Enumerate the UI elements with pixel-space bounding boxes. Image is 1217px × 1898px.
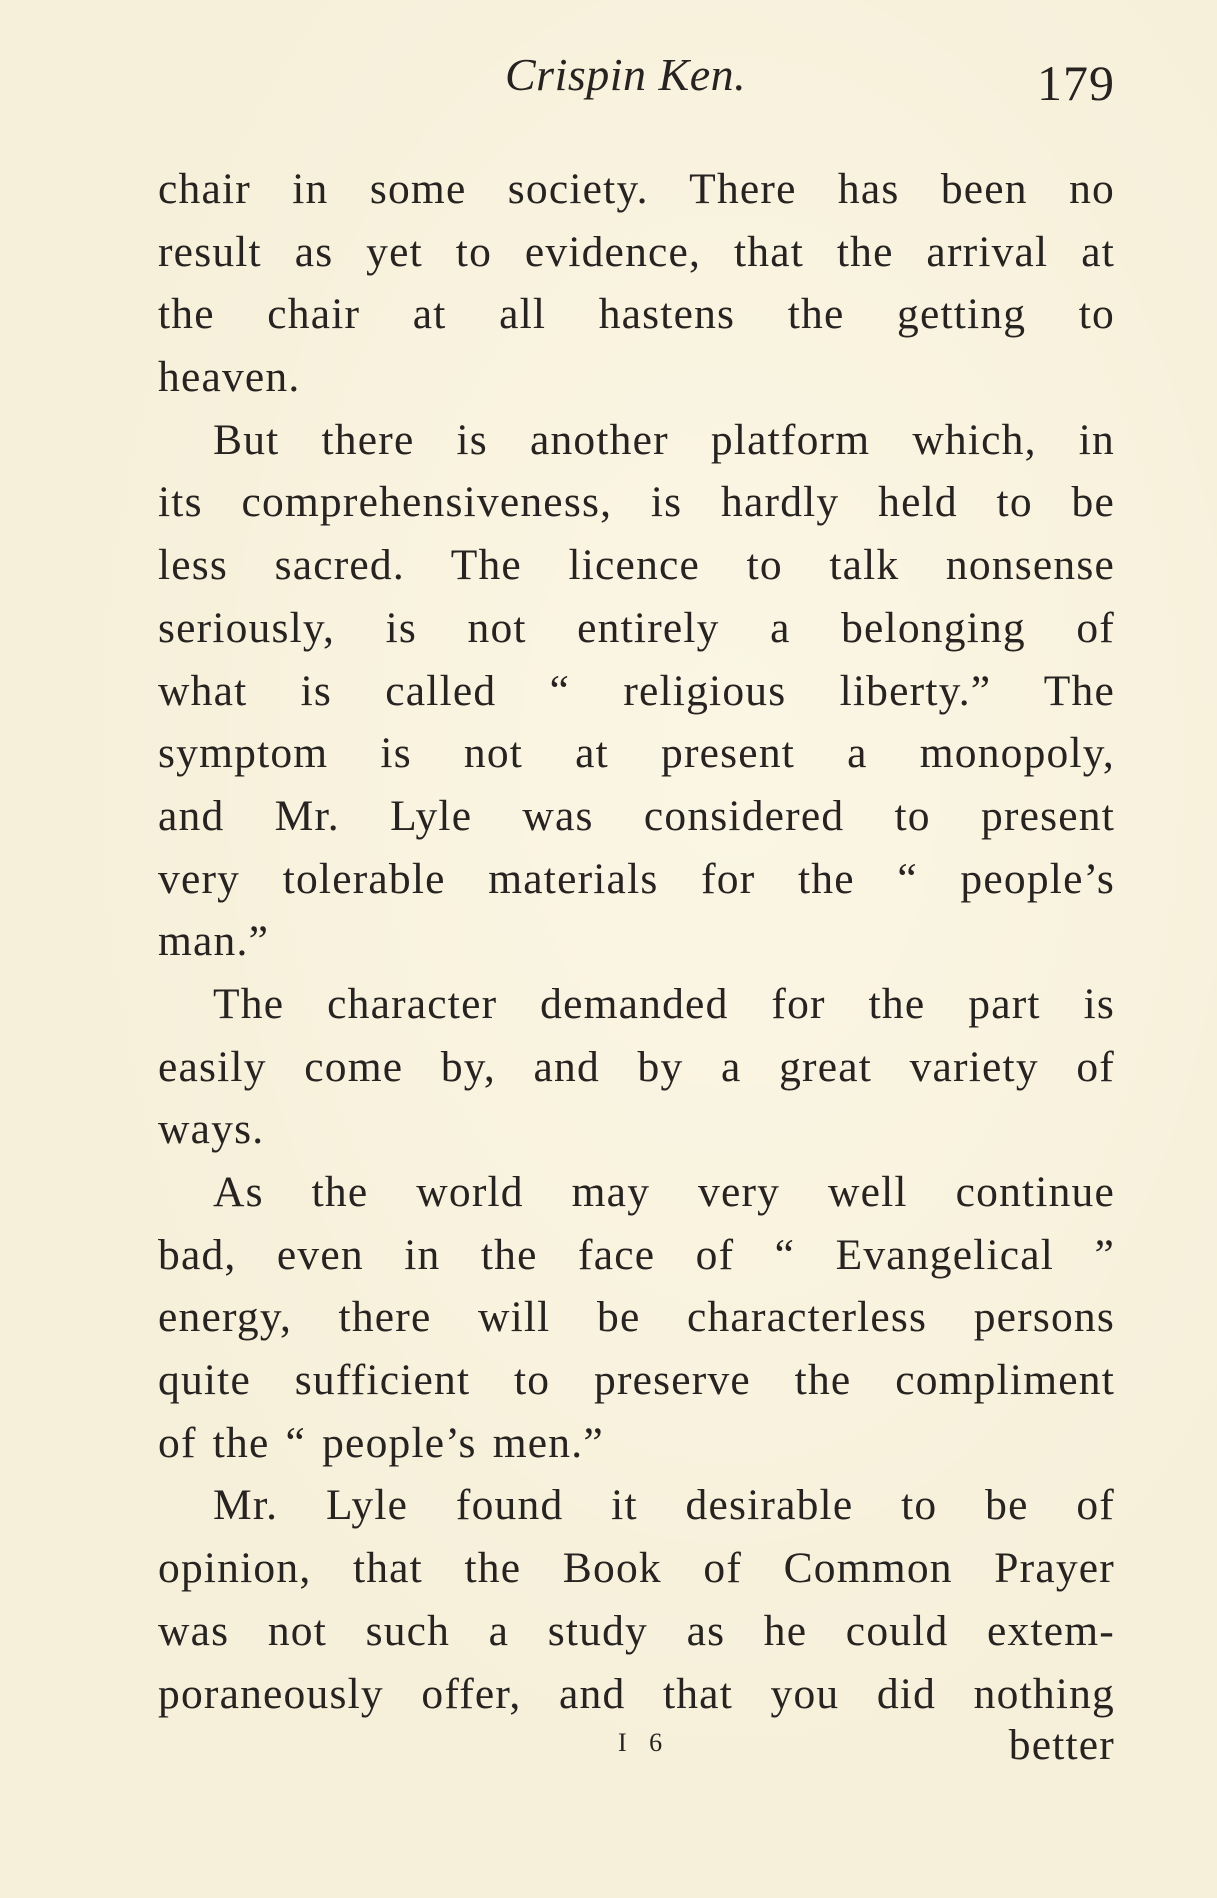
text-line: ways.: [158, 1105, 265, 1154]
running-title: Crispin Ken.: [505, 49, 747, 100]
text-line: result as yet to evidence, that the arrival at: [158, 227, 1115, 276]
text-line: bad, even in the face of “ Evangelical ”: [158, 1230, 1115, 1279]
signature-mark: I 6: [618, 1728, 671, 1757]
text-line: As the world may very well continue: [213, 1168, 1115, 1216]
text-line: and Mr. Lyle was considered to present: [158, 791, 1115, 840]
body-text: [158, 158, 1115, 1725]
text-line: easily come by, and by a great variety of: [158, 1042, 1115, 1091]
text-line: The character demanded for the part is: [213, 979, 1115, 1028]
text-line: less sacred. The licence to talk nonsense: [158, 541, 1115, 590]
text-line: energy, there will be characterless persons: [158, 1293, 1115, 1342]
text-line: what is called “ religious liberty.” The: [158, 666, 1115, 715]
page-header: [155, 48, 1115, 118]
text-line: symptom is not at present a monopoly,: [158, 729, 1115, 778]
text-line: the chair at all hastens the getting to: [158, 290, 1115, 339]
text-line: seriously, is not entirely a belonging of: [158, 603, 1115, 652]
page-footer: [158, 1720, 1115, 1790]
text-line: But there is another platform which, in: [213, 415, 1115, 464]
text-line: poraneously offer, and that you did nothing: [158, 1669, 1115, 1718]
text-line: Mr. Lyle found it desirable to be of: [213, 1481, 1115, 1530]
text-line: man.”: [158, 917, 270, 966]
text-line: was not such a study as he could extem-: [158, 1606, 1115, 1655]
text-line: quite sufficient to preserve the compliment: [158, 1356, 1115, 1405]
text-line: opinion, that the Book of Common Prayer: [158, 1544, 1115, 1593]
page-number: 179: [1037, 55, 1115, 111]
text-line: very tolerable materials for the “ people’s: [158, 854, 1115, 903]
text-line: chair in some society. There has been no: [158, 165, 1115, 213]
catchword: better: [1008, 1721, 1115, 1769]
text-line: of the “ people’s men.”: [158, 1418, 604, 1467]
text-line: its comprehensiveness, is hardly held to be: [158, 478, 1115, 527]
text-line: heaven.: [158, 353, 301, 402]
